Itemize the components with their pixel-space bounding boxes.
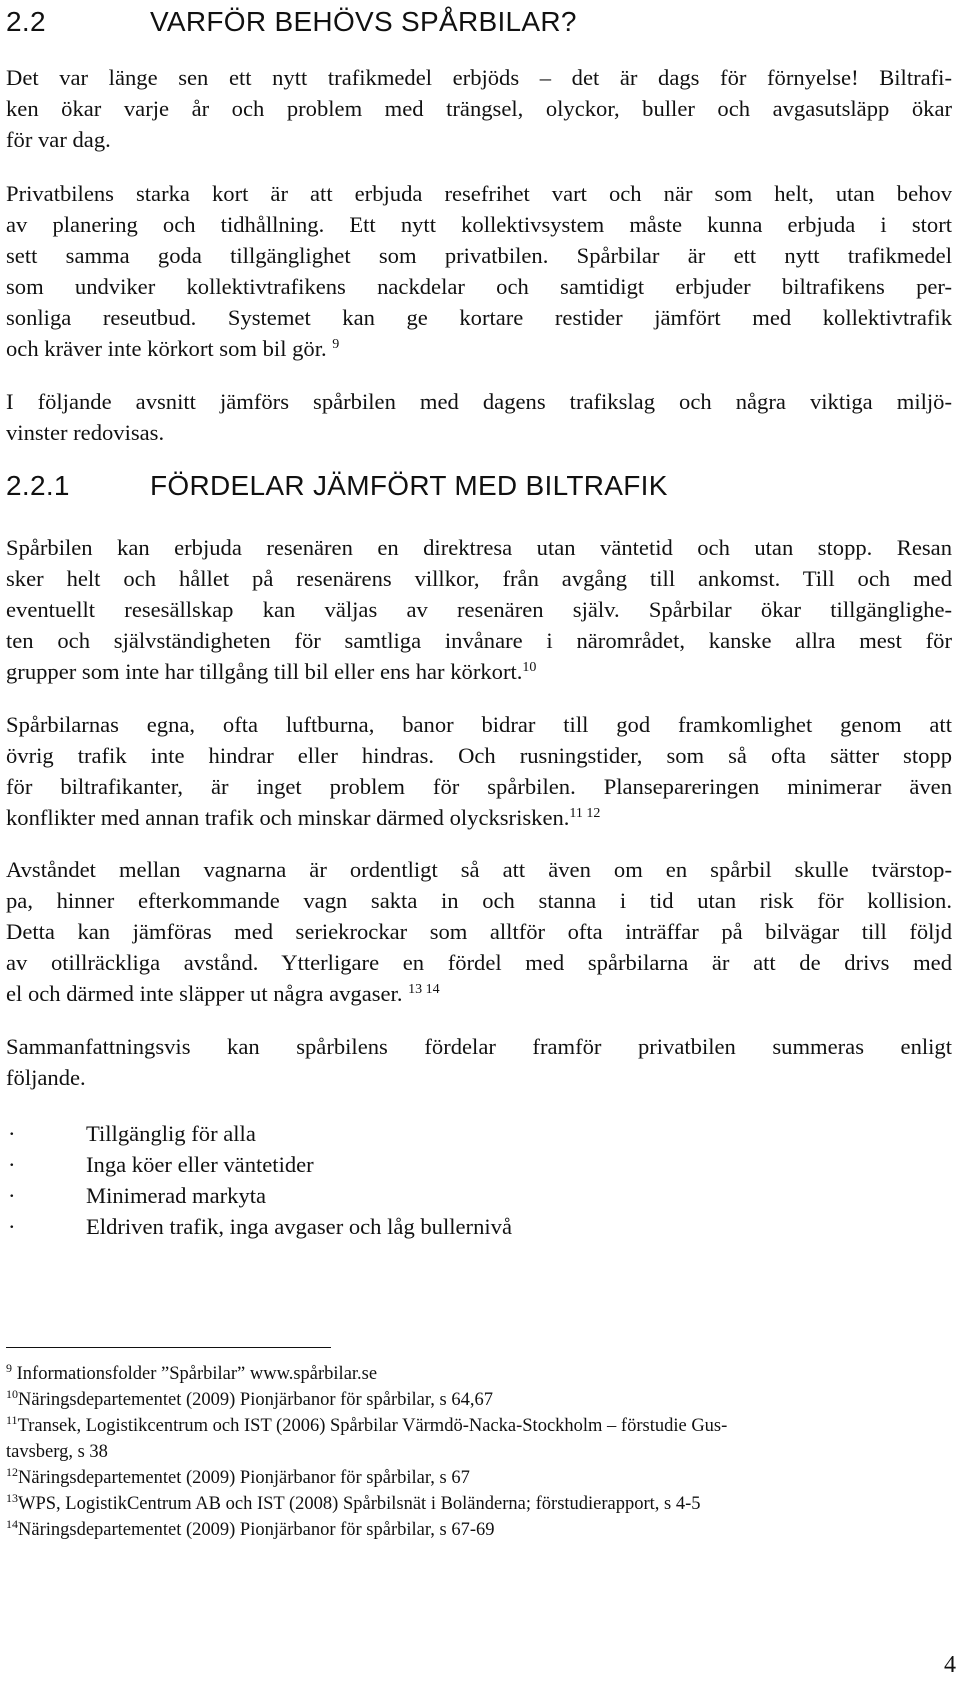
advantages-list	[6, 1118, 512, 1242]
footnote-number: 9	[6, 1361, 12, 1375]
text-line: av planering och tidhållning. Ett nytt kollektivsystem måste kunna erbjuda i stort	[6, 212, 952, 237]
list-item-text: Eldriven trafik, inga avgaser och låg bullernivå	[86, 1214, 512, 1239]
footnote-text: Näringsdepartementet (2009) Pionjärbanor för spårbilar, s 67-69	[18, 1520, 495, 1540]
body-paragraph-3	[6, 854, 952, 1009]
list-item-text: Tillgänglig för alla	[86, 1121, 256, 1146]
list-item	[6, 1180, 512, 1211]
body-paragraph-4	[6, 1031, 952, 1093]
bullet-marker: ·	[8, 1183, 16, 1208]
intro-paragraph-3	[6, 386, 952, 448]
footnote-text: Transek, Logistikcentrum och IST (2006) Spårbilar Värmdö-Nacka-Stockholm – förstudie Gus-	[17, 1416, 728, 1436]
body-paragraph-2	[6, 709, 952, 833]
footnote	[6, 1387, 952, 1413]
text-line: följande.	[6, 1065, 86, 1090]
text-line: Privatbilens starka kort är att erbjuda resefrihet vart och när som helt, utan behov	[6, 181, 952, 206]
footnote-ref: 10	[522, 660, 537, 675]
subsection-number: 2.2.1	[6, 470, 70, 501]
text-line: ken ökar varje år och problem med trängsel, olyckor, buller och avgasutsläpp ökar	[6, 96, 952, 121]
list-item-text: Minimerad markyta	[86, 1183, 267, 1208]
intro-paragraph-1	[6, 62, 952, 155]
footnote-separator	[6, 1347, 331, 1348]
text-line-content: konflikter med annan trafik och minskar därmed olycksrisken.	[6, 805, 570, 830]
footnote-number: 10	[6, 1387, 18, 1401]
page-number: 4	[944, 1652, 956, 1678]
footnote-ref: 11 12	[569, 806, 601, 821]
text-line: eventuellt resesällskap kan väljas av resenären själv. Spårbilar ökar tillgänglighe-	[6, 597, 952, 622]
section-title: VARFÖR BEHÖVS SPÅRBILAR?	[150, 6, 577, 37]
bullet-marker: ·	[8, 1121, 16, 1146]
text-line: övrig trafik inte hindrar eller hindras. Och rusningstider, som så ofta sätter stopp	[6, 743, 952, 768]
text-line-content: för biltrafikanter, är inget problem för spårbilen. Planseparering	[6, 774, 738, 799]
text-line: Avståndet mellan vagnarna är ordentligt så att även om en spårbil skulle tvärstop-	[6, 857, 952, 882]
list-item	[6, 1211, 512, 1242]
footnote	[6, 1361, 952, 1387]
list-item	[6, 1149, 512, 1180]
footnote-number: 13	[6, 1491, 18, 1505]
footnote	[6, 1491, 952, 1517]
text-line-content: el och därmed inte släpper ut några avgaser.	[6, 981, 409, 1006]
section-number: 2.2	[6, 6, 46, 37]
list-item-text: Inga köer eller väntetider	[86, 1152, 314, 1177]
bullet-marker: ·	[8, 1152, 16, 1177]
footnote-continuation: tavsberg, s 38	[6, 1442, 108, 1462]
footnote-number: 14	[6, 1517, 18, 1531]
text-line: ten och självständigheten för samtliga invånare i närområdet, kanske allra mest för	[6, 628, 952, 653]
text-line: som undviker kollektivtrafikens nackdelar och samtidigt erbjuder biltrafikens per-	[6, 274, 952, 299]
text-line	[6, 656, 952, 687]
subsection-title: FÖRDELAR JÄMFÖRT MED BILTRAFIK	[150, 470, 668, 501]
text-line: sker helt och hållet på resenärens villkor, från avgång till ankomst. Till och med	[6, 566, 952, 591]
footnote-text: Näringsdepartementet (2009) Pionjärbanor för spårbilar, s 67	[18, 1468, 470, 1488]
footnote-ref: 9	[332, 337, 340, 352]
text-line-tail: en minimerar även	[737, 774, 952, 799]
footnote-number: 12	[6, 1465, 18, 1479]
footnote-text: Näringsdepartementet (2009) Pionjärbanor för spårbilar, s 64,67	[18, 1390, 493, 1410]
text-line: av otillräckliga avstånd. Ytterligare en fördel med spårbilarna är att de drivs med	[6, 950, 952, 975]
text-line: Detta kan jämföras med seriekrockar som alltför ofta inträffar på bilvägar till följd	[6, 919, 952, 944]
text-line: vinster redovisas.	[6, 420, 165, 445]
subsection-heading	[6, 470, 668, 502]
text-line: pa, hinner efterkommande vagn sakta in och stanna i tid utan risk för kollision.	[6, 888, 952, 913]
text-line-content: och kräver inte körkort som bil gör.	[6, 336, 333, 361]
text-line: för var dag.	[6, 127, 111, 152]
footnote-text: Informationsfolder ”Spårbilar” www.spårbilar.se	[16, 1364, 378, 1384]
footnote	[6, 1413, 952, 1439]
body-paragraph-1	[6, 532, 952, 687]
text-line: I följande avsnitt jämförs spårbilen med dagens trafikslag och några viktiga miljö-	[6, 389, 952, 414]
text-line	[6, 333, 952, 364]
bullet-marker: ·	[8, 1214, 16, 1239]
text-line: Sammanfattningsvis kan spårbilens fördelar framför privatbilen summeras enligt	[6, 1034, 952, 1059]
text-line	[6, 802, 952, 833]
text-line: sett samma goda tillgänglighet som privatbilen. Spårbilar är ett nytt trafikmedel	[6, 243, 952, 268]
text-line: sonliga reseutbud. Systemet kan ge kortare restider jämfört med kollektivtrafik	[6, 305, 952, 330]
text-line: Spårbilarnas egna, ofta luftburna, banor bidrar till god framkomlighet genom att	[6, 712, 952, 737]
intro-paragraph-2	[6, 178, 952, 364]
text-line-content: grupper som inte har tillgång till bil eller ens har körkort.	[6, 659, 523, 684]
footnote-text: WPS, LogistikCentrum AB och IST (2008) Spårbilsnät i Boländerna; förstudierapport, s 4-5	[18, 1494, 701, 1514]
footnote-ref: 13 14	[408, 982, 440, 997]
footnote-number: 11	[6, 1413, 18, 1427]
section-heading	[6, 6, 577, 38]
text-line	[6, 978, 952, 1009]
text-line: Spårbilen kan erbjuda resenären en direktresa utan väntetid och utan stopp. Resan	[6, 535, 952, 560]
footnote	[6, 1517, 952, 1543]
footnote	[6, 1465, 952, 1491]
list-item	[6, 1118, 512, 1149]
text-line	[6, 771, 952, 802]
text-line: Det var länge sen ett nytt trafikmedel erbjöds – det är dags för förnyelse! Biltrafi-	[6, 65, 952, 90]
